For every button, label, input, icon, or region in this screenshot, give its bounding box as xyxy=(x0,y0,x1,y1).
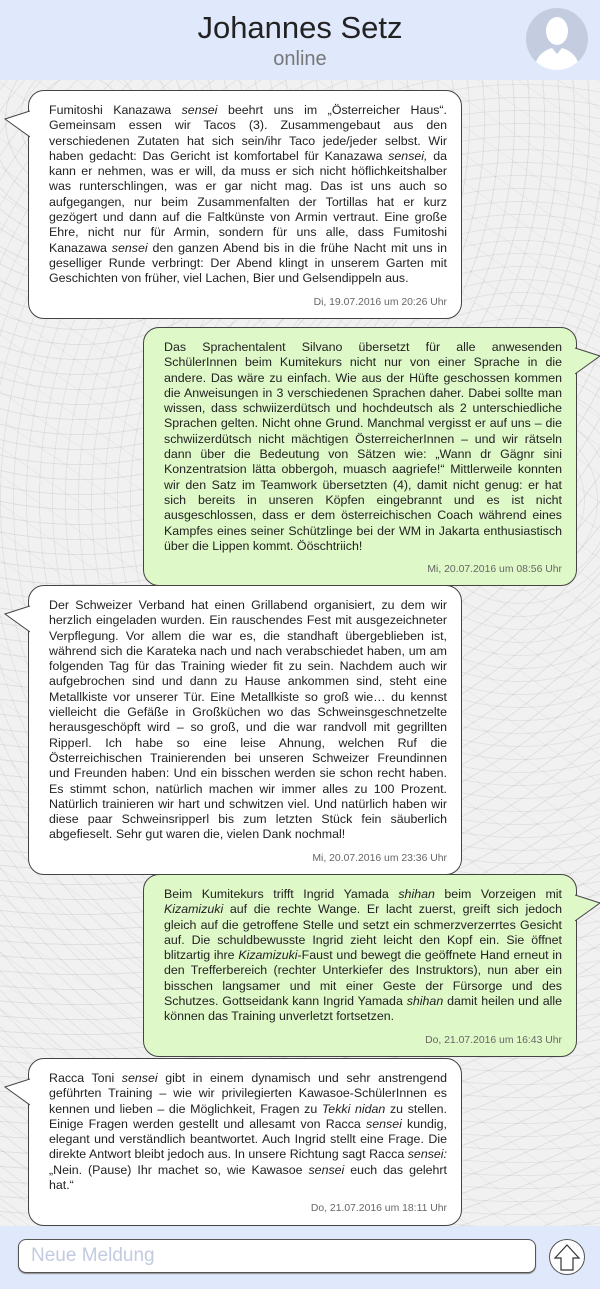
message-text-segment: -Faust und bewegt die geöffnete Hand erneut in den Trefferbereich (rechter Unterkiefer des Instruktors), nun aber ein bisschen langsamer und mit einer Geste der Fürsorge und des Schutzes. Gottseidank kann Ingrid Yamada xyxy=(164,948,562,1009)
arrow-up-icon xyxy=(550,1240,584,1274)
message-timestamp: Di, 19.07.2016 um 20:26 Uhr xyxy=(313,296,447,308)
message-text-segment: da kann er nehmen, was er will, da muss er sich nicht höflichkeitshalber was runterschlingen, was er gar nicht mag. Das ist uns auch so aufgegangen, nur beim Zusammenfalten der Tortillas hat er kurz gezögert und dann auf die Faltkünste von Armin vertraut. Eine große Ehre, nicht nur für Armin, sondern für uns alle, dass Fumitoshi Kanazawa xyxy=(49,148,447,255)
composer-bar xyxy=(0,1226,600,1289)
message-text xyxy=(49,103,447,287)
message-text-segment: euch das gelehrt hat.“ xyxy=(49,1162,447,1193)
message-text-segment: beim Vorzeigen mit xyxy=(434,887,562,901)
emphasized-term: sensei xyxy=(308,1162,345,1177)
emphasized-term: sensei xyxy=(181,103,218,117)
message-text-segment: gibt in einem dynamisch und sehr anstrengend geführten Training – wie wir privilegierten Kawasoe-SchülerInnen es kennen und lieben – die Möglichkeit, Fragen zu xyxy=(49,1071,447,1116)
emphasized-term: sensei: xyxy=(407,1147,447,1162)
message-text-segment: „Nein. (Pause) Ihr machet so, wie Kawasoe xyxy=(49,1162,309,1177)
emphasized-term: sensei xyxy=(111,240,148,255)
message-text xyxy=(164,340,562,554)
message-text xyxy=(49,1071,447,1193)
outgoing-message xyxy=(143,327,577,586)
incoming-message xyxy=(28,90,462,319)
emphasized-term: Kizamizuki xyxy=(238,948,298,963)
bubble-tail xyxy=(4,1077,30,1107)
bubble-tail xyxy=(4,604,30,634)
outgoing-message xyxy=(143,874,577,1057)
message-text-segment: Der Schweizer Verband hat einen Grillabend organisiert, zu dem wir herzlich eingeladen wurden. Ein rauschendes Fest mit ausgezeichneter Verpflegung. Vor allem die war es, die standhaft übergeblieben ist, während sich die Karateka nach und nach verabschiedet haben, um am folgenden Tag für das Training wieder fit zu sein. Nachdem auch wir aufgebrochen sind und dann zu Hause ankommen sind, steht eine Metallkiste vor unserer Tür. Eine Metallkiste so groß wie… du kennst vielleicht die Gefäße in Großküchen wo das Schweinsgeschnetzelte herausgeschöpft wird – so groß, und die war randvoll mit gegrillten Ripperl. Ich habe so eine leise Ahnung, welchen Ruf die Österreichischen Trainierenden bei unseren Schweizer Freundinnen und Freunden haben: Und ein bisschen werden sie schon recht haben. Es stimmt schon, natürlich machen wir immer alles zu 100 Prozent. Natürlich trainieren wir hart und schwitzen viel. Und natürlich haben wir diese paar Schweinsripperl bis zum letzten Stück fein säuberlich abgefieselt. Sehr gut waren die, vielen Dank nochmal! xyxy=(49,598,447,842)
emphasized-term: shihan xyxy=(406,994,444,1009)
emphasized-term: shihan xyxy=(398,887,435,901)
emphasized-term: sensei xyxy=(366,1116,402,1131)
message-text-segment: Das Sprachentalent Silvano übersetzt für alle anwesenden SchülerInnen beim Kumitekurs nicht nur von einer Sprache in die andere. Das wäre zu einfach. Wie aus der Hüfte geschossen kommen die Anweisungen in 3 verschiedenen Sprachen daher. Dabei sollte man wissen, dass schwiizerdütsch und hochdeutsch als 2 unterschiedliche Sprachen gelten. Nicht ohne Grund. Manchmal vergisst er auf uns – die schwiizerdütsch nicht mächtigen ÖsterreicherInnen – und wir rätseln dann über die Bedeutung von Sätzen wie: „Wann dr Gägnr sini Konzentratsion lätta obbergoh, muasch aagriefe!“ Mittlerweile konnten wir den Satz im Teamwork übersetzten (4), damit nicht genug: er hat sich bereits in unseren Köpfen eingebrannt und es ist nicht ausgeschlossen, dass er dem österreichischen Coach während eines Kampfes eines seiner Schützlinge bei der WM in Jakarta enthusiastisch über die Lippen kommt. Ööschtriich! xyxy=(164,340,562,553)
message-text-segment: zu stellen. Einige Fragen werden gestellt und allesamt von Racca xyxy=(49,1101,447,1131)
bubble-tail xyxy=(575,346,600,376)
message-text-segment: damit heilen und alle können das Training unverletzt fortsetzen. xyxy=(164,994,562,1024)
message-text-segment: Beim Kumitekurs trifft Ingrid Yamada xyxy=(164,887,399,901)
emphasized-term: sensei, xyxy=(388,148,428,163)
message-timestamp: Mi, 20.07.2016 um 08:56 Uhr xyxy=(427,564,562,576)
message-timestamp: Do, 21.07.2016 um 16:43 Uhr xyxy=(425,1034,562,1046)
user-avatar-icon[interactable] xyxy=(526,8,588,70)
message-text-segment: den ganzen Abend bis in die frühe Nacht mit uns in geselliger Runde verbringt: Der Abend klingt in unserem Garten mit Geschichten von früher, viel Lachen, Bier und Gelsendippeln aus. xyxy=(49,240,447,286)
new-message-input[interactable] xyxy=(18,1239,536,1273)
bubble-tail xyxy=(575,893,600,923)
chat-header xyxy=(0,0,600,80)
message-text-segment: Racca Toni xyxy=(49,1071,122,1085)
emphasized-term: sensei xyxy=(121,1071,158,1085)
message-timestamp: Do, 21.07.2016 um 18:11 Uhr xyxy=(310,1203,447,1215)
message-text-segment: kundig, elegant und verständlich beantwortet. Auch Ingrid stellt eine Frage. Die direkte Antwort bleibt jedoch aus. In unsere Richtung sagt Racca xyxy=(49,1116,447,1162)
send-button[interactable] xyxy=(549,1239,585,1275)
message-text xyxy=(49,598,447,843)
message-timestamp: Mi, 20.07.2016 um 23:36 Uhr xyxy=(312,852,447,864)
message-text-segment: Fumitoshi Kanazawa xyxy=(49,103,182,117)
emphasized-term: Tekki nidan xyxy=(321,1101,386,1116)
message-text xyxy=(164,887,562,1025)
incoming-message xyxy=(28,585,462,875)
message-text-segment: auf die rechte Wange. Er lacht zuerst, greift sich jedoch gleich auf die getroffene Stelle und setzt ein schmerzverzerrtes Gesicht auf. Die schuldbewusste Ingrid zieht leicht den Kopf ein. Sie öffnet blitzartig ihre xyxy=(164,902,562,963)
bubble-tail xyxy=(4,109,30,139)
emphasized-term: Kizamizuki xyxy=(164,902,224,917)
incoming-message xyxy=(28,1058,462,1226)
message-text-segment: beehrt uns im „Österreicher Haus“. Gemeinsam essen wir Tacos (3). Zusammengebaut aus den verschiedenen Zutaten hat sich sein/ihr Taco jede/jeder selbst. Wir haben gedacht: Das Gericht ist komfortabel für Kanazawa xyxy=(49,103,447,163)
contact-name: Johannes Setz xyxy=(197,10,403,45)
contact-status: online xyxy=(273,48,327,70)
